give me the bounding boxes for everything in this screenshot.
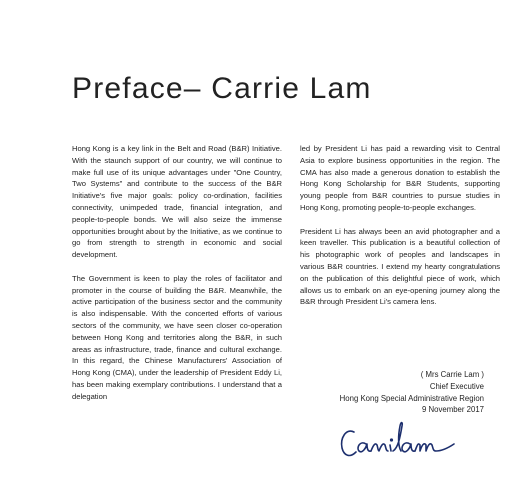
signatory-position: Chief Executive xyxy=(429,381,484,391)
handwritten-signature xyxy=(338,418,460,466)
left-column xyxy=(72,143,282,414)
paragraph: The Government is keen to play the roles of facilitator and promoter in the course of building the B&R. Meanwhile, the active participation of the business sector and the community is also indispensable. With the concerted efforts of various sectors of the community, we have seen closer co-operation between Hong Kong and territories along the B&R, in such areas as infrastructure, trade, finance and cultural exchange. In this regard, the Chinese Manufacturers' Association of Hong Kong (CMA), under the leadership of President Eddy Li, has been making exemplary contributions. I understand that a delegation xyxy=(72,273,282,401)
signoff-block xyxy=(340,369,484,416)
right-column xyxy=(300,143,500,320)
paragraph: Hong Kong is a key link in the Belt and Road (B&R) Initiative. With the staunch support of our country, we will continue to make full use of its unique advantages under "One Country, Two Systems" and contribute to the success of the B&R Initiative's five major goals: policy co-ordination, facilities connectivity, unimpeded trade, financial integration, and people-to-people bonds. We will also seize the immense opportunities brought about by the Initiative, as we continue to go from strength to strength in economic and social development. xyxy=(72,144,282,260)
paragraph: led by President Li has paid a rewarding visit to Central Asia to explore business opportunities in the region. The CMA has also made a generous donation to establish the Hong Kong Scholarship for B&R Students, supporting young people from B&R countries to pursue studies in Hong Kong, promoting people-to-people exchanges. xyxy=(300,144,500,212)
page-title: Preface– Carrie Lam xyxy=(72,72,372,105)
signatory-organization: Hong Kong Special Administrative Region xyxy=(339,393,484,403)
signature-icon xyxy=(338,418,460,466)
signoff-date: 9 November 2017 xyxy=(422,405,484,415)
paragraph: President Li has always been an avid photographer and a keen traveller. This publication is a beautiful collection of his photographic work of peoples and landscapes in various B&R countries. I extend my hearty congratulations on the publication of this delightful piece of work, which allows us to embark on an eye-opening journey along the B&R through President Li's camera lens. xyxy=(300,226,500,307)
signatory-name: ( Mrs Carrie Lam ) xyxy=(420,370,484,379)
